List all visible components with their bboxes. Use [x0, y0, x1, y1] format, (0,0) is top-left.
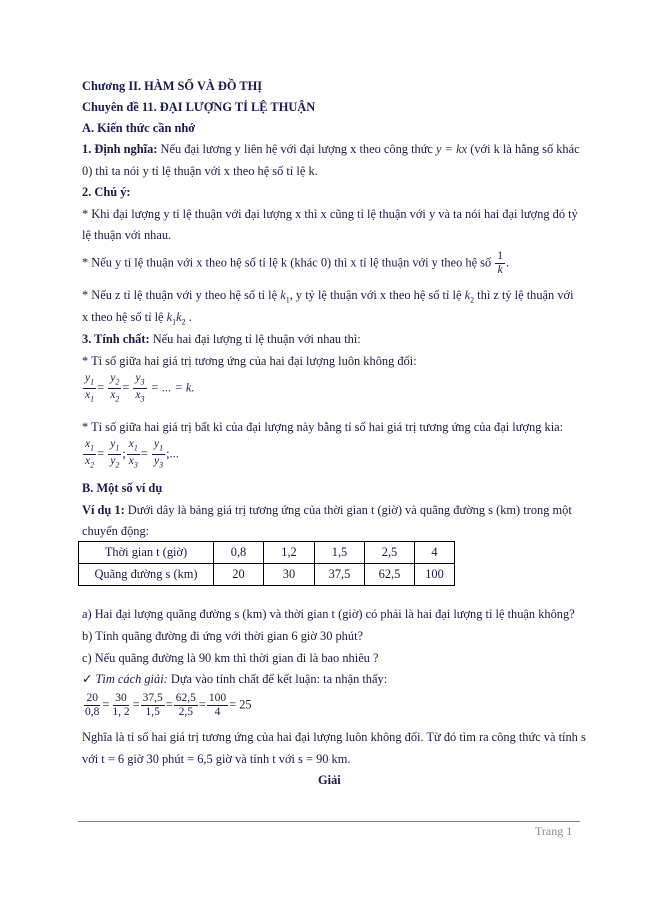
note-1a: * Khi đại lượng y tỉ lệ thuận với đại lượng x thì x cũng tỉ lệ thuận với y và ta nói hai đại lượng đó tỷ — [82, 207, 578, 221]
table-row: Thời gian t (giờ) 0,8 1,2 1,5 2,5 4 — [79, 542, 455, 564]
values-table — [78, 541, 455, 586]
definition-line-2: 0) thì ta nói y tỉ lệ thuận với x theo hệ số tỉ lệ k. — [82, 164, 318, 178]
property-1: * Tỉ số giữa hai giá trị tương ứng của hai đại lượng luôn không đổi: — [82, 354, 417, 368]
check-icon: ✓ — [82, 672, 93, 686]
example-1-line-2: chuyển động: — [82, 524, 150, 538]
example-1-line-1: Ví dụ 1: Dưới dây là bảng giá trị tương ứng của thời gian t (giờ) và quãng đường s (km) trong một — [82, 503, 572, 517]
question-a: a) Hai đại lượng quãng đường s (km) và thời gian t (giờ) có phải là hai đại lượng tỉ lệ thuận không? — [82, 607, 575, 621]
question-b: b) Tính quãng đường đi ứng với thời gian 6 giờ 30 phút? — [82, 629, 364, 643]
fraction-one-over-k: $\frac{1}{k}$ — [497, 250, 504, 276]
definition-label: 1. Định nghĩa: — [82, 142, 158, 156]
note-1b: lệ thuận với nhau. — [82, 228, 172, 242]
table-row: Quãng đường s (km) 20 30 37,5 62,5 100 — [79, 564, 455, 586]
footer-divider — [78, 821, 580, 822]
definition-formula: y = kx — [436, 142, 468, 156]
topic-title: Chuyên đề 11. ĐẠI LƯỢNG TỈ LỆ THUẬN — [82, 100, 316, 114]
note-heading: 2. Chú ý: — [82, 185, 131, 199]
solution-heading: Giải — [318, 773, 341, 787]
property-2: * Tỉ số giữa hai giá trị bất kì của đại lượng này bằng tỉ số hai giá trị tương ứng của đại lượng kia: — [82, 420, 564, 434]
section-b-heading: B. Một số ví dụ — [82, 481, 163, 495]
note-3a: * Nếu z tỉ lệ thuận với y theo hệ số tỉ lệ $k_1$, y tỷ lệ thuận với x theo hệ số tỉ lệ $k_2$ thì z tỷ lệ thuận với — [82, 288, 574, 305]
section-a-heading: A. Kiến thức cần nhớ — [82, 121, 196, 135]
ratio-formula-2: $\frac{x_1}{x_2}$ = $\frac{y_1}{y_2}$ ; $\frac{x_1}{x_3}$ = $\frac{y_1}{y_3}$ ;... — [85, 438, 179, 470]
ratio-formula-1: $\frac{y_1}{x_1}$ = $\frac{y_2}{x_2}$ = $\frac{y_3}{x_3}$ = ... = k. — [85, 372, 195, 404]
question-c: c) Nếu quãng đường là 90 km thì thời gian đi là bao nhiêu ? — [82, 651, 379, 665]
property-heading: 3. Tính chất: Nếu hai đại lượng tỉ lệ thuận với nhau thì: — [82, 332, 361, 346]
meaning-line-2: với t = 6 giờ 30 phút = 6,5 giờ và tính t với s = 90 km. — [82, 752, 351, 766]
meaning-line-1: Nghĩa là tỉ số hai giá trị tương ứng của hai đại lượng luôn không đổi. Từ đó tìm ra công thức và tính s — [82, 730, 586, 744]
page-number: Trang 1 — [535, 824, 573, 838]
note-3b: x theo hệ số tỉ lệ $k_1k_2$ . — [82, 310, 192, 327]
chapter-title: Chương II. HÀM SỐ VÀ ĐỒ THỊ — [82, 79, 263, 93]
definition-line-1: 1. Định nghĩa: Nếu đại lương y liên hệ với đại lượng x theo công thức y = kx (với k là hằng số khác — [82, 142, 580, 156]
ratio-calculation: $\frac{20}{0,8}$ = $\frac{30}{1, 2}$ = $\frac{37,5}{1,5}$ = $\frac{62,5}{2,5}$ = $\frac{100}{4}$ = 25 — [85, 692, 252, 718]
hint-line: ✓ Tìm cách giải: Dựa vào tính chất để kết luận: ta nhận thấy: — [82, 672, 388, 686]
note-2: * Nếu y tỉ lệ thuận với x theo hệ số tỉ lệ k (khác 0) thì x tỉ lệ thuận với y theo hệ số $\frac{1}{k}$ . — [82, 250, 510, 276]
